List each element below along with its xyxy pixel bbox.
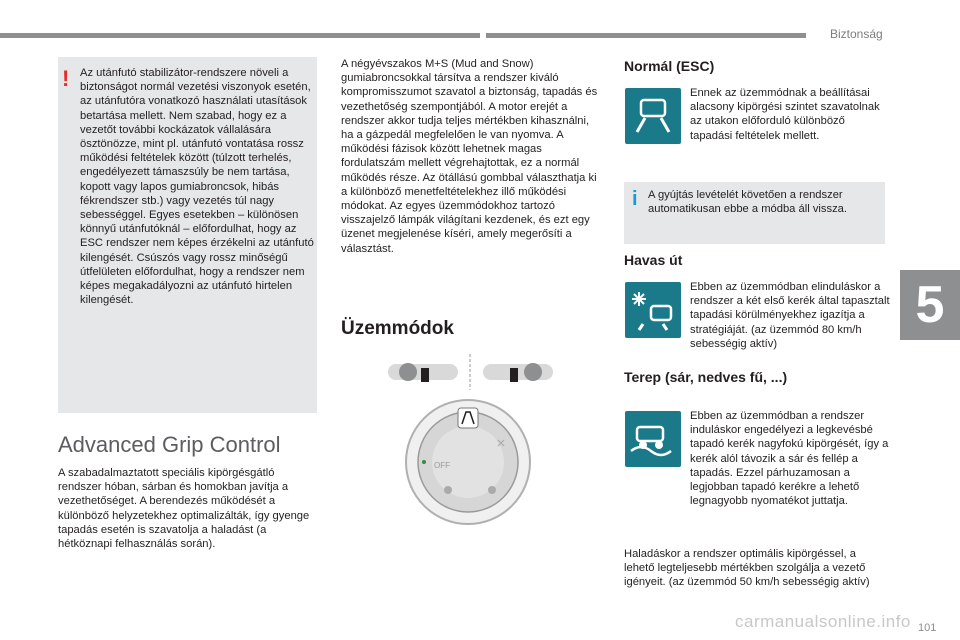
snow-mode-title: Havas út: [624, 252, 683, 268]
bottom-text: Haladáskor a rendszer optimális kipörgéssel, a lehető legteljesebb mértékben szolgálja a vezető igényeit. (az üzemmód 50 km/h sebességig aktív): [624, 548, 870, 589]
info-text: A gyújtás levételét követően a rendszer automatikusan ebbe a módba áll vissza.: [648, 189, 848, 216]
mud-mode-title: Terep (sár, nedves fű, ...): [624, 369, 788, 385]
snow-mode-icon: [625, 282, 681, 338]
watermark: carmanualsonline.info: [735, 612, 911, 631]
header-rule: [0, 33, 480, 38]
modes-title: Üzemmódok: [341, 318, 454, 339]
normal-mode-title: Normál (ESC): [624, 58, 715, 74]
header-rule-right: [486, 33, 806, 38]
right-steering-wheel-icon: [483, 363, 553, 382]
chapter-tab: 5: [900, 270, 960, 340]
rotary-knob: [406, 400, 530, 524]
info-icon: i: [632, 188, 638, 210]
page-number: 101: [918, 622, 937, 634]
warning-icon: !: [62, 66, 70, 91]
agc-text: A szabadalmaztatott speciális kipörgésgátló rendszer hóban, sárban és homokban javítja a vezethetőséget. A berendezés működését a különböző helyzetekhez optimalizálták, így gyenge tapadás esetén is szavatolja a haladást (a hétköznapi felhasználás során).: [58, 467, 310, 551]
normal-mode-icon: [625, 88, 681, 144]
agc-title: Advanced Grip Control: [58, 432, 281, 457]
section-title: Biztonság: [830, 27, 883, 41]
left-steering-wheel-icon: [388, 363, 458, 382]
middle-text: A négyévszakos M+S (Mud and Snow) gumiabroncsokkal társítva a rendszer kiváló kompromisszumot szavatol a biztonság, tapadás és vezethetőség szempontjából. A motor erejét a rendszer akkor tudja teljes mértékben kihasználni, ha a gázpedál megfelelően le van nyomva. A működési fázisok között lehetnek magas fordulatszám mellett végrehajtottak, ez a normál működés része. Az ötállású gombbal választhatja ki a különböző menetfeltételekhez illő működési módokat. Az egyes üzemmódokhoz tartozó visszajelző lámpák világítani kezdenek, és ezt egy üzenet megjelenése kíséri, amely megerősíti a választást.: [341, 58, 598, 255]
warning-text: Az utánfutó stabilizátor-rendszere növeli a biztonságot normál vezetési viszonyok esetén, az utánfutóra vonatkozó használati utasítások betartása mellett. Nem szabad, hogy ez a vezetőt további kockázatok vállalására ösztönözze, mint pl. utánfutó vontatása rossz működési feltételek között (túlzott terhelés, engedélyezett támaszsúly be nem tartása, kopott vagy lapos gumiabroncsok, hibás fékrendszer stb.) vagy vezetés túl nagy sebességgel. Egyes esetekben – különösen könnyű utánfutóknál – előfordulhat, hogy az ESC rendszer nem képes érzékelni az utánfutó kilengését. Csúszós vagy rossz minőségű útfelületen előfordulhat, hogy a rendszer nem képes megakadályozni az utánfutó hirtelen kilengését.: [80, 67, 314, 307]
snow-mode-text: Ebben az üzemmódban elinduláskor a rendszer a két első kerék által tapasztalt tapadási körülményekhez igazítja a stratégiáját. (az üzemmód 80 km/h sebességig aktív): [690, 281, 890, 350]
mode-selector-diagram: [388, 350, 553, 530]
mud-mode-text: Ebben az üzemmódban a rendszer induláskor engedélyezi a legkevésbé tapadó kerék nagyfokú kipörgését, így a kerék alól távozik a sár és fellép a tapadás. Ezzel párhuzamosan a legjobban tapadó kerékre a lehető legnagyobb nyomatékot juttatja.: [690, 410, 889, 508]
mud-mode-icon: [625, 411, 681, 467]
normal-mode-text: Ennek az üzemmódnak a beállításai alacsony kipörgési szintet szavatolnak az utakon előforduló különböző tapadási feltételek mellett.: [690, 87, 880, 142]
knob-off-label: OFF: [434, 461, 450, 470]
